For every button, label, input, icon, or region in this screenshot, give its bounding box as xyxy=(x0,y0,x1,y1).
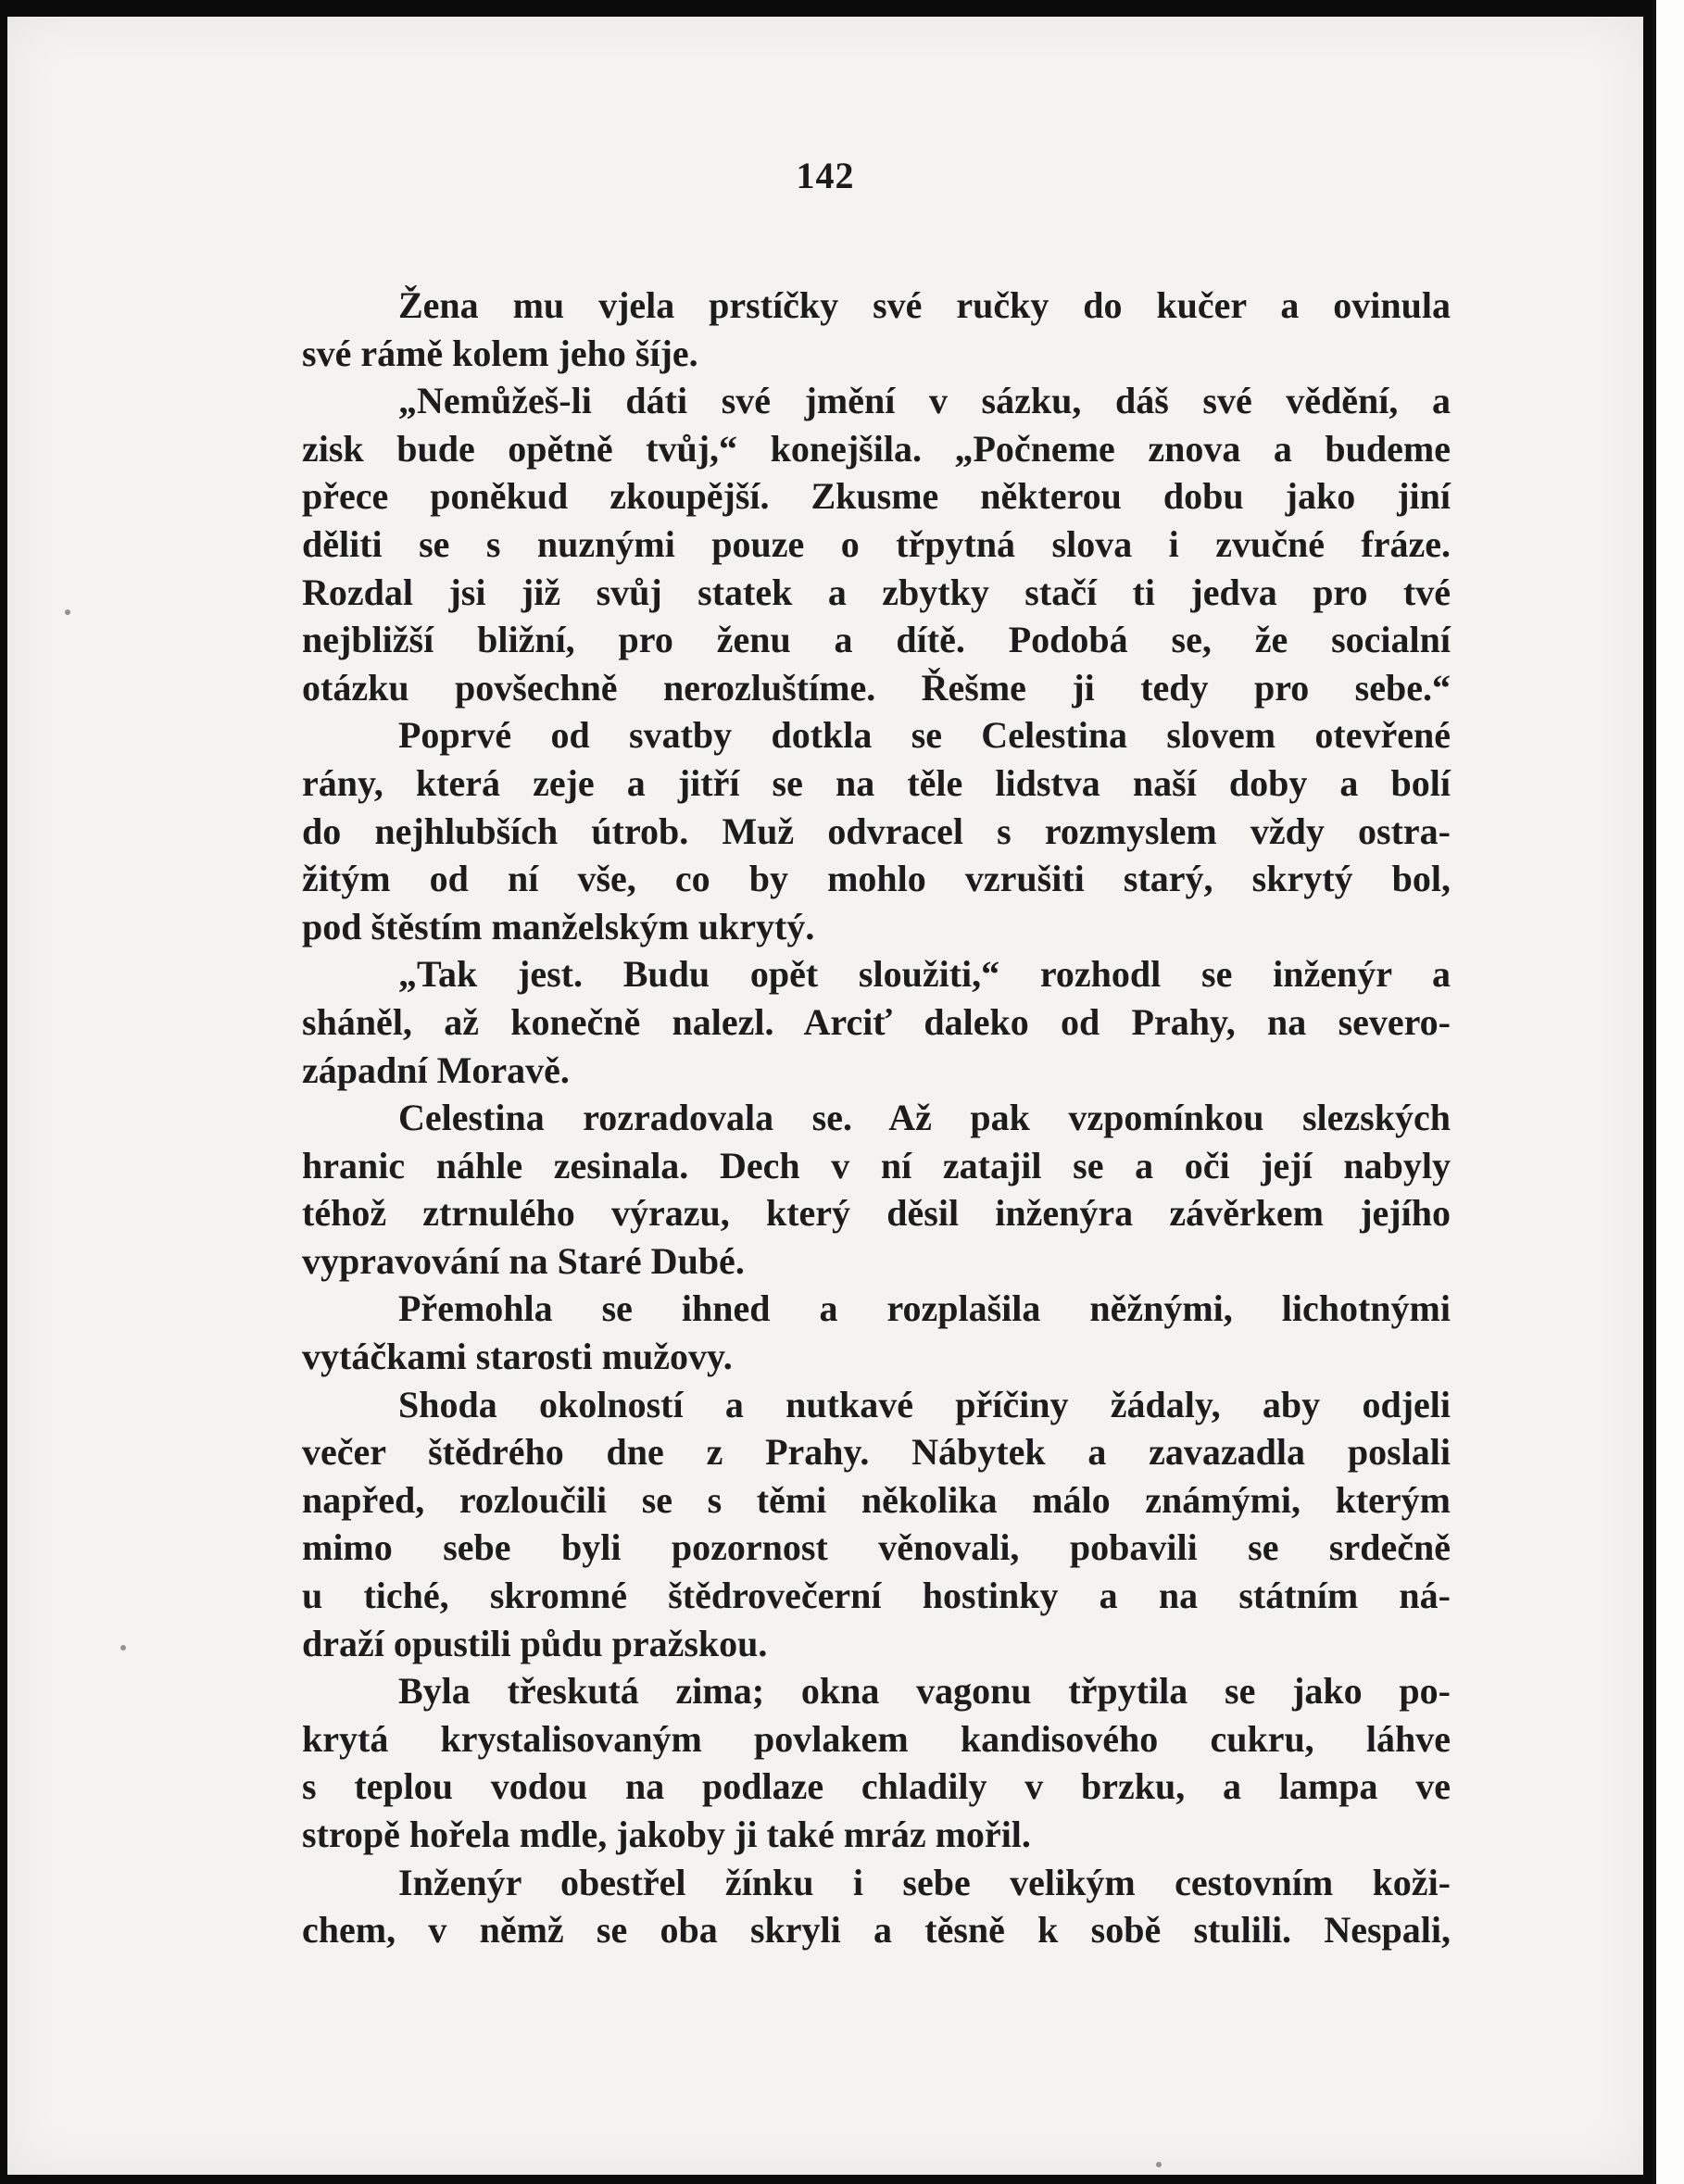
text-line: zisk bude opětně tvůj,“ konejšila. „Počneme znova a budeme xyxy=(302,427,1451,470)
text-line: Přemohla se ihned a rozplašila něžnými, lichotnými xyxy=(398,1287,1451,1330)
text-line: nejbližší bližní, pro ženu a dítě. Podobá se, že socialní xyxy=(302,619,1451,661)
text-line: Inženýr obestřel žínku i sebe velikým cestovním koži- xyxy=(398,1861,1451,1903)
text-line: sháněl, až konečně nalezl. Arciť daleko od Prahy, na severo- xyxy=(302,1000,1451,1043)
text-line: chem, v němž se oba skryli a těsně k sobě stulili. Nespali, xyxy=(302,1909,1451,1952)
text-line: rány, která zeje a jitří se na těle lidstva naší doby a bolí xyxy=(302,761,1451,804)
text-line: večer štědrého dne z Prahy. Nábytek a zavazadla poslali xyxy=(302,1431,1451,1474)
text-line: Žena mu vjela prstíčky své ručky do kučer a ovinula xyxy=(398,284,1451,326)
text-line: napřed, rozloučili se s těmi několika málo známými, kterým xyxy=(302,1478,1451,1521)
text-line: hranic náhle zesinala. Dech v ní zatajil se a oči její nabyly xyxy=(302,1144,1451,1186)
text-line: s teplou vodou na podlaze chladily v brzku, a lampa ve xyxy=(302,1765,1451,1808)
text-line: „Nemůžeš-li dáti své jmění v sázku, dáš své vědění, a xyxy=(398,380,1451,422)
text-line: stropě hořela mdle, jakoby ji také mráz mořil. xyxy=(302,1814,1031,1855)
paper-speck xyxy=(65,609,70,615)
paper-speck xyxy=(1156,2162,1162,2167)
page-edge-strip xyxy=(1653,0,1684,2184)
text-line: vypravování na Staré Dubé. xyxy=(302,1239,745,1282)
text-line: západní Moravě. xyxy=(302,1048,570,1091)
paper-speck xyxy=(120,1645,126,1651)
text-line: své rámě kolem jeho šíje. xyxy=(302,332,698,374)
text-line: Byla třeskutá zima; okna vagonu třpytila se jako po- xyxy=(398,1670,1451,1713)
text-line: Celestina rozradovala se. Až pak vzpomínkou slezských xyxy=(398,1097,1451,1139)
text-line: u tiché, skromné štědrovečerní hostinky a na státním ná- xyxy=(302,1575,1451,1617)
text-line: do nejhlubších útrob. Muž odvracel s rozmyslem vždy ostra- xyxy=(302,810,1451,852)
body-text xyxy=(302,282,1451,1954)
text-line: draží opustili půdu pražskou. xyxy=(302,1622,768,1664)
text-line: krytá krystalisovaným povlakem kandisového cukru, láhve xyxy=(302,1717,1451,1760)
text-line: téhož ztrnulého výrazu, který děsil inženýra závěrkem jejího xyxy=(302,1192,1451,1235)
page-number: 142 xyxy=(796,155,855,196)
text-line: „Tak jest. Budu opět sloužiti,“ rozhodl se inženýr a xyxy=(398,953,1451,996)
text-line: vytáčkami starosti mužovy. xyxy=(302,1336,733,1378)
text-line: děliti se s nuznými pouze o třpytná slova i zvučné fráze. xyxy=(302,522,1451,565)
text-line: přece poněkud zkoupější. Zkusme některou dobu jako jiní xyxy=(302,475,1451,518)
text-line: Shoda okolností a nutkavé příčiny žádaly, aby odjeli xyxy=(398,1383,1451,1425)
text-line: Poprvé od svatby dotkla se Celestina slovem otevřené xyxy=(398,714,1451,757)
text-line: pod štěstím manželským ukrytý. xyxy=(302,905,815,948)
text-line: mimo sebe byli pozornost věnovali, pobavili se srdečně xyxy=(302,1526,1451,1569)
text-line: otázku povšechně nerozluštíme. Řešme ji tedy pro sebe.“ xyxy=(302,666,1451,709)
text-line: žitým od ní vše, co by mohlo vzrušiti starý, skrytý bol, xyxy=(302,858,1451,900)
text-line: Rozdal jsi již svůj statek a zbytky stačí ti jedva pro tvé xyxy=(302,571,1451,613)
book-page xyxy=(7,17,1643,2175)
